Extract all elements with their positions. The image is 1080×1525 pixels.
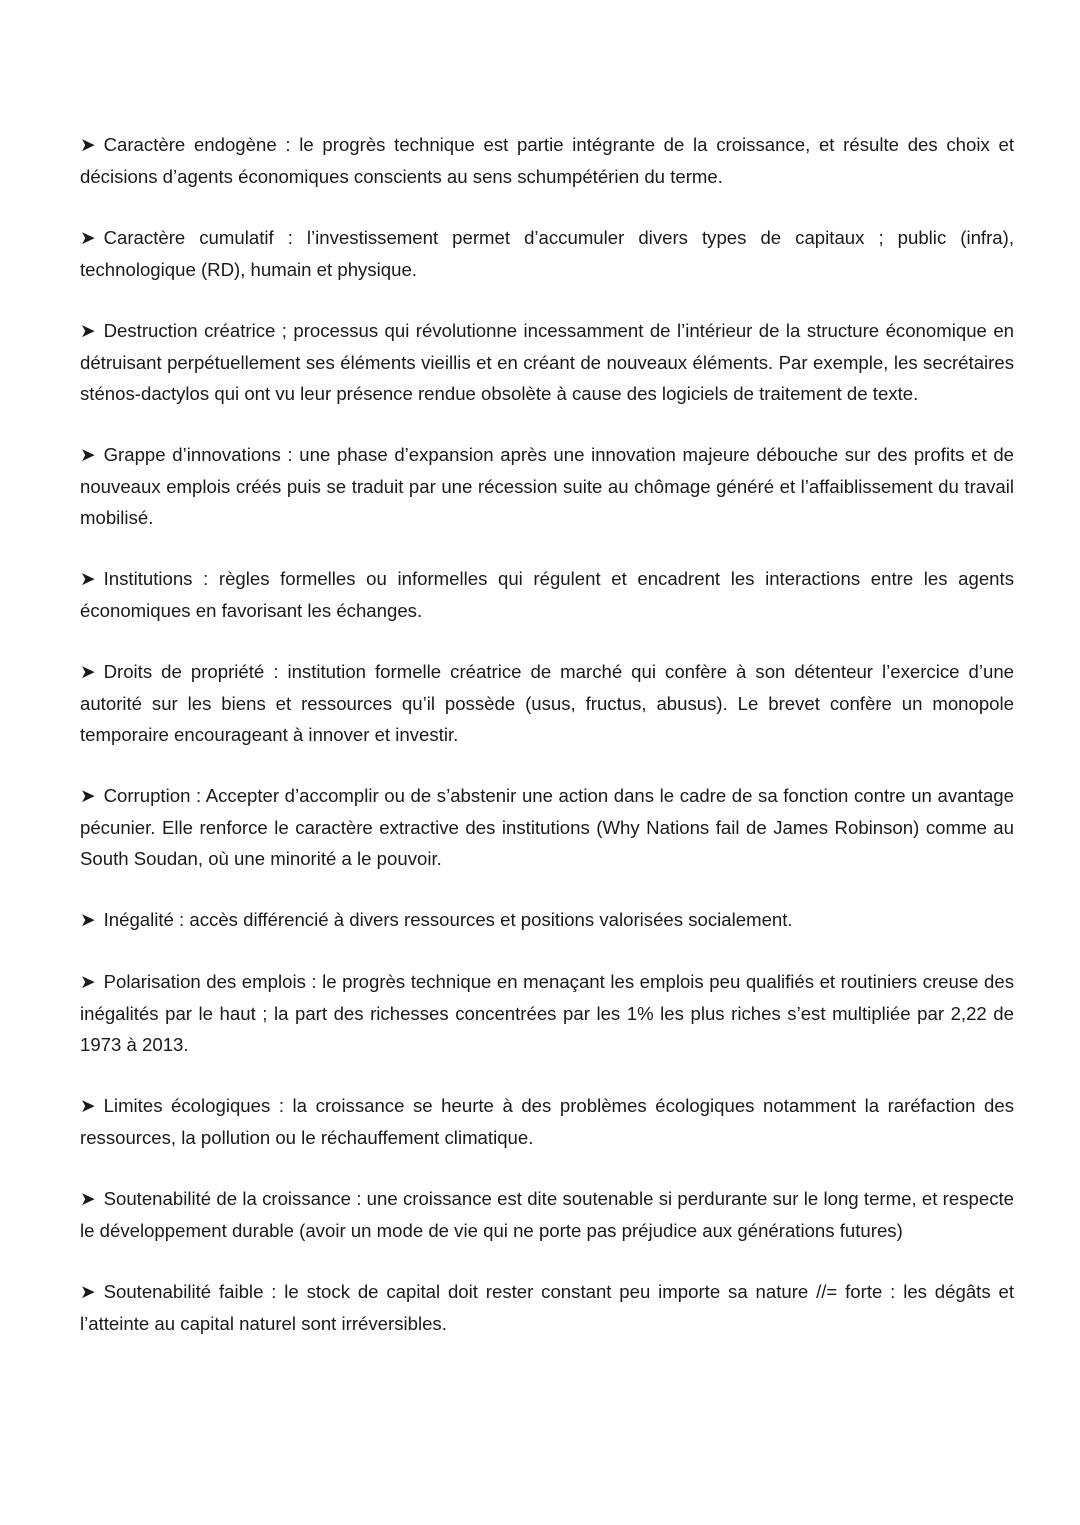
arrow-bullet-icon: ➤ bbox=[80, 662, 96, 683]
document-page bbox=[80, 129, 1014, 1369]
definition-text: Caractère cumulatif : l’investissement permet d’accumuler divers types de capitaux ; public (infra), technologique (RD), humain et physique. bbox=[80, 227, 1014, 280]
arrow-bullet-icon: ➤ bbox=[80, 1189, 96, 1210]
arrow-bullet-icon: ➤ bbox=[80, 321, 96, 342]
arrow-bullet-icon: ➤ bbox=[80, 1282, 96, 1303]
definition-entry bbox=[80, 129, 1014, 192]
definition-text: Caractère endogène : le progrès technique est partie intégrante de la croissance, et résulte des choix et décisions d’agents économiques conscients au sens schumpétérien du terme. bbox=[80, 134, 1014, 187]
arrow-bullet-icon: ➤ bbox=[80, 972, 96, 993]
definition-text: Droits de propriété : institution formelle créatrice de marché qui confère à son détenteur l’exercice d’une autorité sur les biens et ressources qu’il possède (usus, fructus, abusus). Le brevet confère un monopole temporaire encourageant à innover et investir. bbox=[80, 661, 1014, 745]
definition-entry bbox=[80, 222, 1014, 285]
definition-text: Soutenabilité faible : le stock de capital doit rester constant peu importe sa nature //= forte : les dégâts et l’atteinte au capital naturel sont irréversibles. bbox=[80, 1281, 1014, 1334]
arrow-bullet-icon: ➤ bbox=[80, 910, 96, 931]
definition-text: Limites écologiques : la croissance se heurte à des problèmes écologiques notamment la raréfaction des ressources, la pollution ou le réchauffement climatique. bbox=[80, 1095, 1014, 1148]
definition-entry bbox=[80, 1090, 1014, 1153]
definition-entry bbox=[80, 315, 1014, 409]
definition-text: Destruction créatrice ; processus qui révolutionne incessamment de l’intérieur de la structure économique en détruisant perpétuellement ses éléments vieillis et en créant de nouveaux éléments. Par exemple, les secrétaires sténos-dactylos qui ont vu leur présence rendue obsolète à cause des logiciels de traitement de texte. bbox=[80, 320, 1014, 404]
definition-text: Polarisation des emplois : le progrès technique en menaçant les emplois peu qualifiés et routiniers creuse des inégalités par le haut ; la part des richesses concentrées par les 1% les plus riches s’est multipliée par 2,22 de 1973 à 2013. bbox=[80, 971, 1014, 1055]
definition-entry bbox=[80, 1276, 1014, 1339]
arrow-bullet-icon: ➤ bbox=[80, 445, 96, 466]
definition-entry bbox=[80, 780, 1014, 874]
definition-entry bbox=[80, 656, 1014, 750]
definition-text: Soutenabilité de la croissance : une croissance est dite soutenable si perdurante sur le long terme, et respecte le développement durable (avoir un mode de vie qui ne porte pas préjudice aux générations futures) bbox=[80, 1188, 1014, 1241]
arrow-bullet-icon: ➤ bbox=[80, 786, 96, 807]
arrow-bullet-icon: ➤ bbox=[80, 135, 96, 156]
definition-text: Inégalité : accès différencié à divers ressources et positions valorisées socialement. bbox=[103, 909, 793, 930]
definition-entry bbox=[80, 563, 1014, 626]
definition-entry bbox=[80, 1183, 1014, 1246]
definition-entry bbox=[80, 966, 1014, 1060]
arrow-bullet-icon: ➤ bbox=[80, 569, 96, 590]
definition-entry bbox=[80, 904, 1014, 936]
definition-text: Institutions : règles formelles ou informelles qui régulent et encadrent les interactions entre les agents économiques en favorisant les échanges. bbox=[80, 568, 1014, 621]
arrow-bullet-icon: ➤ bbox=[80, 1096, 96, 1117]
arrow-bullet-icon: ➤ bbox=[80, 228, 96, 249]
definition-entry bbox=[80, 439, 1014, 533]
definition-text: Corruption : Accepter d’accomplir ou de s’abstenir une action dans le cadre de sa fonction contre un avantage pécunier. Elle renforce le caractère extractive des institutions (Why Nations fail de James Robinson) comme au South Soudan, où une minorité a le pouvoir. bbox=[80, 785, 1014, 869]
definition-text: Grappe d’innovations : une phase d’expansion après une innovation majeure débouche sur des profits et de nouveaux emplois créés puis se traduit par une récession suite au chômage généré et l’affaiblissement du travail mobilisé. bbox=[80, 444, 1014, 528]
